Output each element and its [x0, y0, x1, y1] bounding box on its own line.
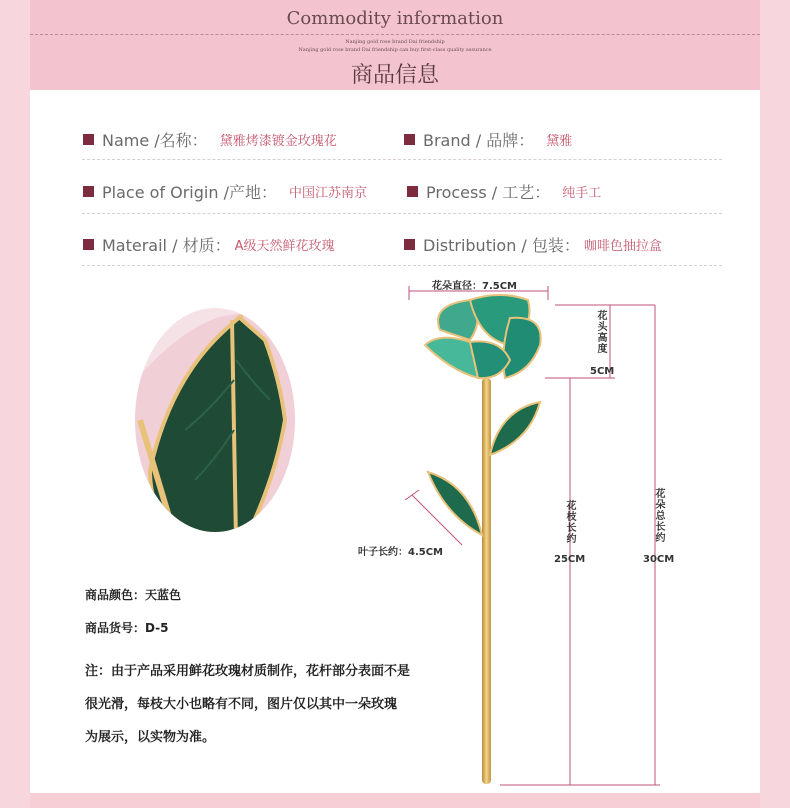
name-value: 黛雅烤漆镀金玫瑰花 [219, 134, 337, 149]
total-length-label: 花朵总长约 [653, 488, 664, 543]
distribution-value: 咖啡色抽拉盒 [583, 239, 662, 254]
material-label: Materail / 材质： [102, 236, 231, 255]
distribution-label: Distribution / 包装： [423, 236, 580, 255]
leaf-length-label: 叶子长约：4.5CM [358, 547, 444, 558]
material-value: A级天然鲜花玫瑰 [234, 239, 335, 254]
stem-length-label: 花枝长约 [564, 500, 575, 544]
leaf-closeup-image [135, 305, 300, 540]
note-line-1: 注：由于产品采用鲜花玫瑰材质制作，花杆部分表面不是 [85, 664, 411, 679]
flower-diameter-label: 花朵直径：7.5CM [432, 281, 518, 292]
process-value: 纯手工 [562, 186, 602, 201]
rose-head [425, 295, 541, 378]
product-color: 商品颜色：天蓝色 [85, 588, 182, 602]
stem-length-value: 25CM [554, 554, 586, 565]
origin-value: 中国江苏南京 [288, 186, 367, 201]
head-height-label: 花头高度 [595, 310, 606, 354]
note-line-2: 很光滑，每枝大小也略有不同，图片仅以其中一朵玫瑰 [85, 697, 398, 712]
header-subtitle-2: Nanjing gold rose brand Dai friendship can buy first-class quality assurance [298, 47, 492, 53]
product-sku: 商品货号：D-5 [85, 621, 169, 635]
brand-value: 黛雅 [546, 134, 573, 149]
header-title-cn: 商品信息 [350, 63, 439, 88]
name-label: Name /名称： [102, 131, 208, 150]
rose-stem [482, 378, 491, 784]
note-line-3: 为展示，以实物为准。 [85, 730, 216, 745]
total-length-value: 30CM [643, 554, 675, 565]
rose-leaf-lower [428, 472, 482, 535]
process-label: Process / 工艺： [426, 183, 551, 202]
brand-label: Brand / 品牌： [423, 131, 535, 150]
header-title-en: Commodity information [286, 8, 504, 29]
head-height-value: 5CM [590, 366, 615, 377]
header-subtitle-1: Nanjing gold rose brand Dai friendship [345, 39, 445, 45]
origin-label: Place of Origin /产地： [102, 183, 277, 202]
rose-leaf-upper [490, 402, 540, 455]
